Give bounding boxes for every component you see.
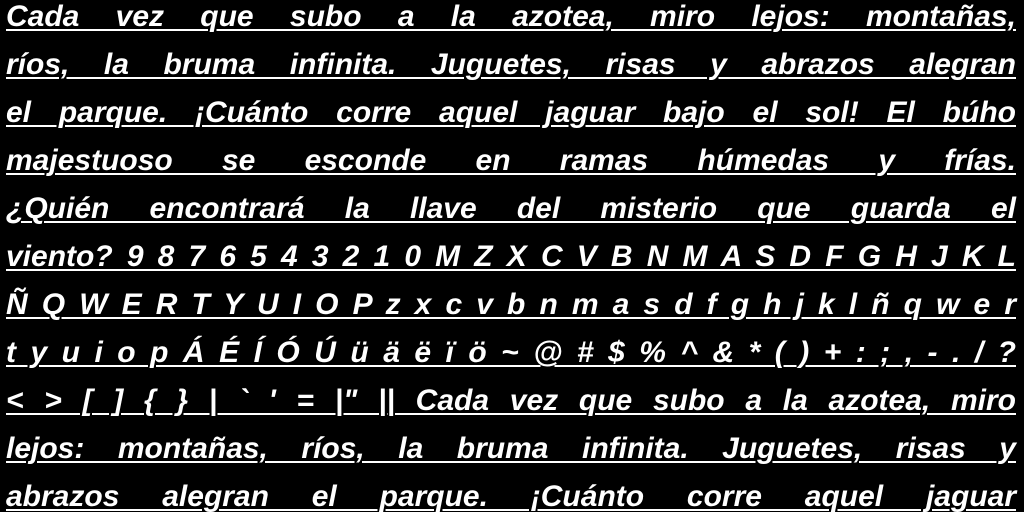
text-line-5: ¿Quién encontrará la llave del misterio que guarda el (6, 192, 1016, 225)
text-line-11: abrazos alegran el parque. ¡Cuánto corre aquel jaguar (6, 480, 1016, 512)
text-line-2: ríos, la bruma infinita. Juguetes, risas y abrazos alegran (6, 48, 1016, 81)
text-line-3: el parque. ¡Cuánto corre aquel jaguar bajo el sol! El búho (6, 96, 1016, 129)
text-line-6: viento? 9 8 7 6 5 4 3 2 1 0 M Z X C V B N M A S D F G H J K L (6, 240, 1016, 273)
text-line-7: Ñ Q W E R T Y U I O P z x c v b n m a s d f g h j k l ñ q w e r (6, 288, 1016, 321)
text-line-4: majestuoso se esconde en ramas húmedas y frías. (6, 144, 1016, 177)
text-line-10: lejos: montañas, ríos, la bruma infinita. Juguetes, risas y (6, 432, 1016, 465)
text-line-1: Cada vez que subo a la azotea, miro lejos: montañas, (6, 0, 1016, 33)
text-line-8: t y u i o p Á É Í Ó Ú ü ä ë ï ö ~ @ # $ % ^ & * ( ) + : ; , - . / ? (6, 336, 1016, 369)
text-line-9: < > [ ] { } | ` ' = |" || Cada vez que subo a la azotea, miro (6, 384, 1016, 417)
